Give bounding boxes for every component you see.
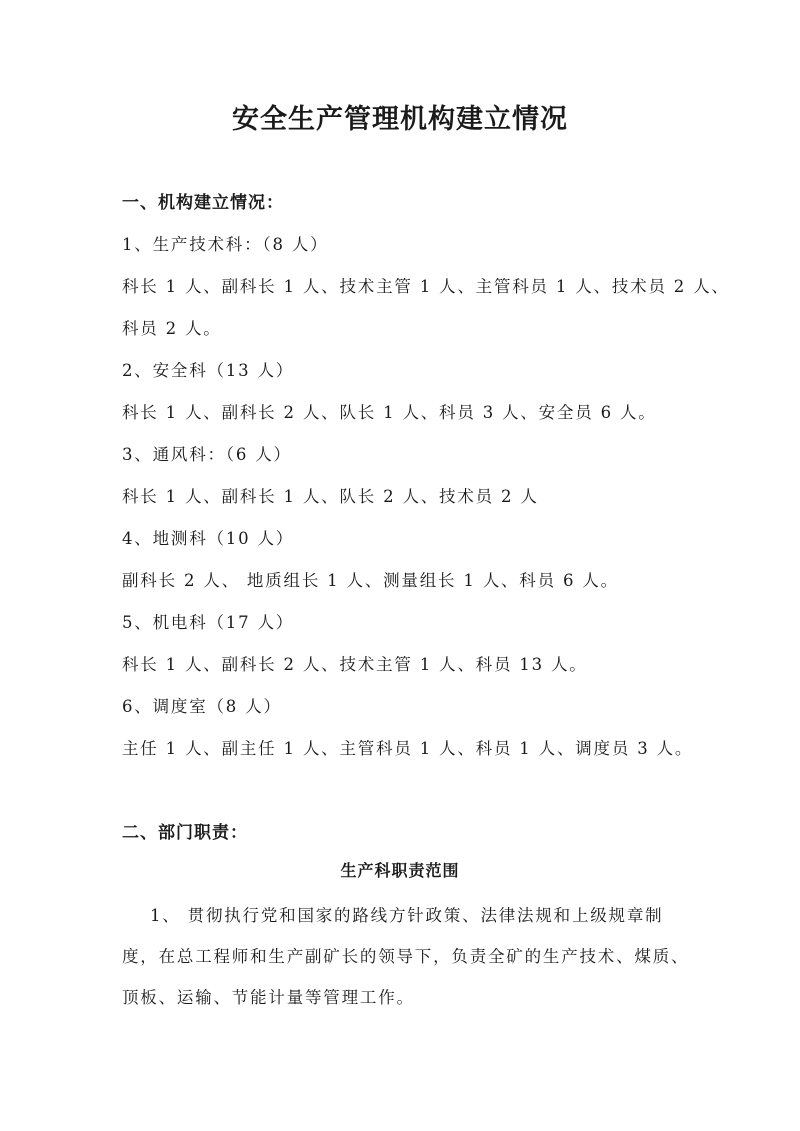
item-label-ventilation: 3、通风科：（6 人） — [122, 445, 292, 464]
section-heading-organization: 一、机构建立情况： — [122, 193, 284, 213]
item-label-electromech: 5、机电科（17 人） — [122, 613, 295, 632]
item-detail-safety: 科长 1 人、副科长 2 人、队长 1 人、科员 3 人、安全员 6 人。 — [122, 403, 657, 422]
paragraph-line-2: 度，在总工程师和生产副矿长的领导下，负责全矿的生产技术、煤质、 — [122, 947, 690, 966]
item-label-dispatch: 6、调度室（8 人） — [122, 697, 282, 716]
item-detail-production-tech-2: 科员 2 人。 — [122, 319, 222, 338]
item-label-production-tech: 1、生产技术科：（8 人） — [122, 235, 329, 254]
document-title: 安全生产管理机构建立情况 — [232, 104, 568, 135]
paragraph-line-1: 1、 贯彻执行党和国家的路线方针政策、法律法规和上级规章制 — [150, 906, 664, 925]
item-label-survey: 4、地测科（10 人） — [122, 529, 295, 548]
section-heading-responsibilities: 二、部门职责： — [122, 823, 248, 843]
item-detail-survey: 副科长 2 人、 地质组长 1 人、测量组长 1 人、科员 6 人。 — [122, 571, 619, 590]
item-detail-electromech: 科长 1 人、副科长 2 人、技术主管 1 人、科员 13 人。 — [122, 655, 588, 674]
paragraph-line-3: 顶板、运输、节能计量等管理工作。 — [122, 988, 415, 1007]
item-label-safety: 2、安全科（13 人） — [122, 361, 295, 380]
item-detail-ventilation: 科长 1 人、副科长 1 人、队长 2 人、技术员 2 人 — [122, 487, 539, 506]
item-detail-production-tech-1: 科长 1 人、副科长 1 人、技术主管 1 人、主管科员 1 人、技术员 2 人、 — [122, 277, 730, 296]
subsection-heading-production-scope: 生产科职责范围 — [340, 861, 460, 880]
item-detail-dispatch: 主任 1 人、副主任 1 人、主管科员 1 人、科员 1 人、调度员 3 人。 — [122, 739, 694, 758]
